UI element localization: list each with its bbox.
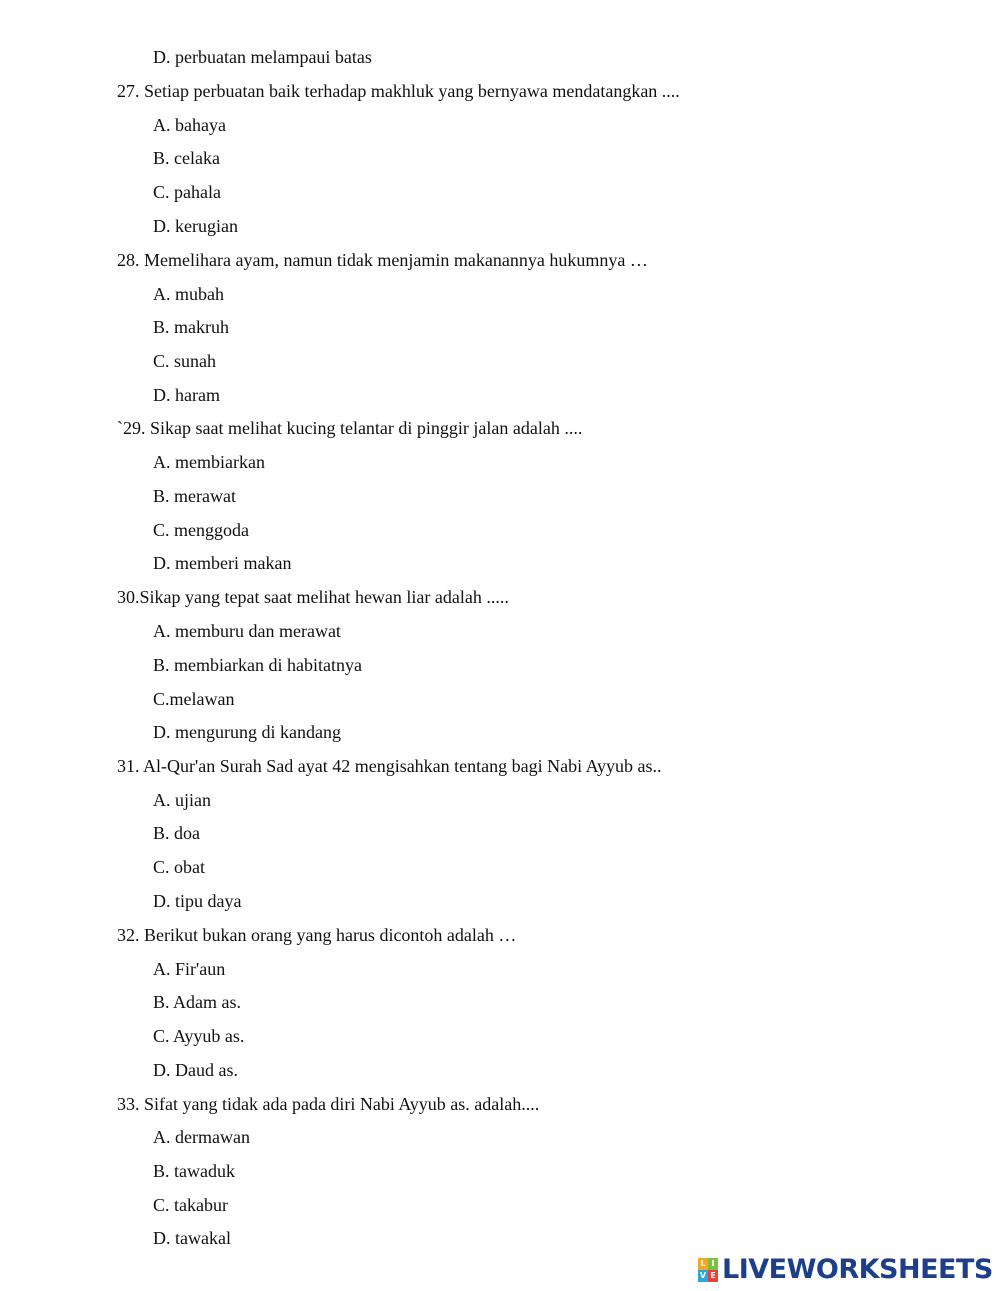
option-26-d: D. perbuatan melampaui batas — [153, 47, 372, 67]
option-29-b: B. merawat — [153, 486, 236, 506]
question-30: 30.Sikap yang tepat saat melihat hewan liar adalah ..... — [117, 587, 509, 607]
option-33-a: A. dermawan — [153, 1127, 250, 1147]
option-29-a: A. membiarkan — [153, 452, 265, 472]
option-28-d: D. haram — [153, 385, 220, 405]
option-29-c: C. menggoda — [153, 520, 249, 540]
option-33-b: B. tawaduk — [153, 1161, 235, 1181]
question-33: 33. Sifat yang tidak ada pada diri Nabi Ayyub as. adalah.... — [117, 1094, 540, 1114]
logo-letter-i: I — [708, 1258, 718, 1270]
liveworksheets-logo-icon — [698, 1258, 718, 1282]
option-27-c: C. pahala — [153, 182, 221, 202]
logo-letter-l: L — [698, 1258, 708, 1270]
option-27-a: A. bahaya — [153, 115, 226, 135]
logo-letter-e: E — [708, 1270, 718, 1282]
option-28-a: A. mubah — [153, 284, 224, 304]
option-29-d: D. memberi makan — [153, 553, 292, 573]
option-27-d: D. kerugian — [153, 216, 238, 236]
option-28-c: C. sunah — [153, 351, 216, 371]
option-30-b: B. membiarkan di habitatnya — [153, 655, 362, 675]
option-27-b: B. celaka — [153, 148, 220, 168]
option-31-d: D. tipu daya — [153, 891, 242, 911]
option-32-c: C. Ayyub as. — [153, 1026, 245, 1046]
question-27: 27. Setiap perbuatan baik terhadap makhluk yang bernyawa mendatangkan .... — [117, 81, 680, 101]
option-32-d: D. Daud as. — [153, 1060, 238, 1080]
option-31-a: A. ujian — [153, 790, 211, 810]
question-29: `29. Sikap saat melihat kucing telantar di pinggir jalan adalah .... — [117, 418, 583, 438]
option-32-a: A. Fir'aun — [153, 959, 226, 979]
option-30-c: C.melawan — [153, 689, 235, 709]
logo-letter-v: V — [699, 1271, 707, 1280]
option-30-a: A. memburu dan merawat — [153, 621, 341, 641]
option-33-c: C. takabur — [153, 1195, 228, 1215]
option-31-b: B. doa — [153, 823, 200, 843]
option-31-c: C. obat — [153, 857, 205, 877]
option-28-b: B. makruh — [153, 317, 229, 337]
question-32: 32. Berikut bukan orang yang harus dicontoh adalah … — [117, 925, 517, 945]
option-32-b: B. Adam as. — [153, 992, 241, 1012]
liveworksheets-watermark — [698, 1255, 993, 1285]
liveworksheets-wordmark: LIVEWORKSHEETS — [722, 1254, 993, 1285]
option-33-d: D. tawakal — [153, 1228, 231, 1248]
question-28: 28. Memelihara ayam, namun tidak menjamin makanannya hukumnya … — [117, 250, 648, 270]
question-31: 31. Al-Qur'an Surah Sad ayat 42 mengisahkan tentang bagi Nabi Ayyub as.. — [117, 756, 662, 776]
option-30-d: D. mengurung di kandang — [153, 722, 341, 742]
